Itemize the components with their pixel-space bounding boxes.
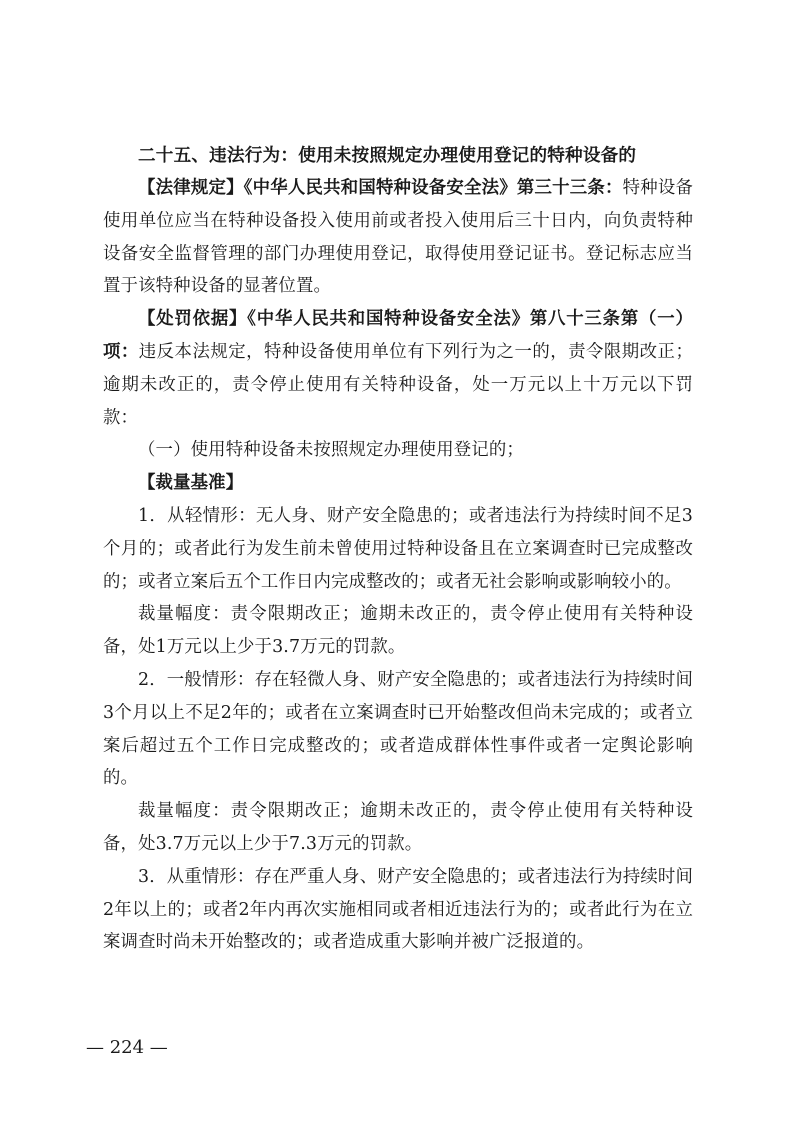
item-one-paragraph: （一）使用特种设备未按照规定办理使用登记的； xyxy=(138,440,524,461)
discretion-label: 【裁量基准】 xyxy=(138,473,244,494)
legal-provision-text: 特种设备使用单位应当在特种设备投入使用前或者投入使用后三十日内，向负责特种设备安全监督管理的部门办理使用登记，取得使用登记证书。登记标志应当置于该特种设备的显著位置。 xyxy=(103,178,693,297)
penalty-basis-label: 【处罚依据】《中华人民共和国特种设备安全法》第八十三条第（一）项： xyxy=(103,309,693,362)
legal-provision-paragraph xyxy=(103,172,693,303)
criterion-2-range: 裁量幅度：责令限期改正；逾期未改正的，责令停止使用有关特种设备，处3.7万元以上少于7.3万元的罚款。 xyxy=(103,801,693,854)
criterion-3-situation: 3．从重情形：存在严重人身、财产安全隐患的；或者违法行为持续时间2年以上的；或者2年内再次实施相同或者相近违法行为的；或者此行为在立案调查时尚未开始整改的；或者造成重大影响并被广泛报道的。 xyxy=(103,866,693,953)
criterion-1-situation: 1．从轻情形：无人身、财产安全隐患的；或者违法行为持续时间不足3个月的；或者此行为发生前未曾使用过特种设备且在立案调查时已完成整改的；或者立案后五个工作日内完成整改的；或者无社会影响或影响较小的。 xyxy=(103,505,693,592)
criterion-2-situation: 2．一般情形：存在轻微人身、财产安全隐患的；或者违法行为持续时间3个月以上不足2年的；或者在立案调查时已开始整改但尚未完成的；或者立案后超过五个工作日完成整改的；或者造成群体性事件或者一定舆论影响的。 xyxy=(103,669,693,789)
penalty-basis-text: 违反本法规定，特种设备使用单位有下列行为之一的，责令限期改正；逾期未改正的，责令停止使用有关特种设备，处一万元以上十万元以下罚款： xyxy=(103,341,693,428)
penalty-basis-paragraph xyxy=(103,303,693,434)
section-heading: 二十五、违法行为：使用未按照规定办理使用登记的特种设备的 xyxy=(138,145,637,166)
criterion-1-range: 裁量幅度：责令限期改正；逾期未改正的，责令停止使用有关特种设备，处1万元以上少于3.7万元的罚款。 xyxy=(103,604,693,658)
document-page xyxy=(103,142,693,959)
legal-provision-label: 【法律规定】《中华人民共和国特种设备安全法》第三十三条： xyxy=(138,178,623,198)
page-number: — 224 — xyxy=(86,1037,168,1058)
